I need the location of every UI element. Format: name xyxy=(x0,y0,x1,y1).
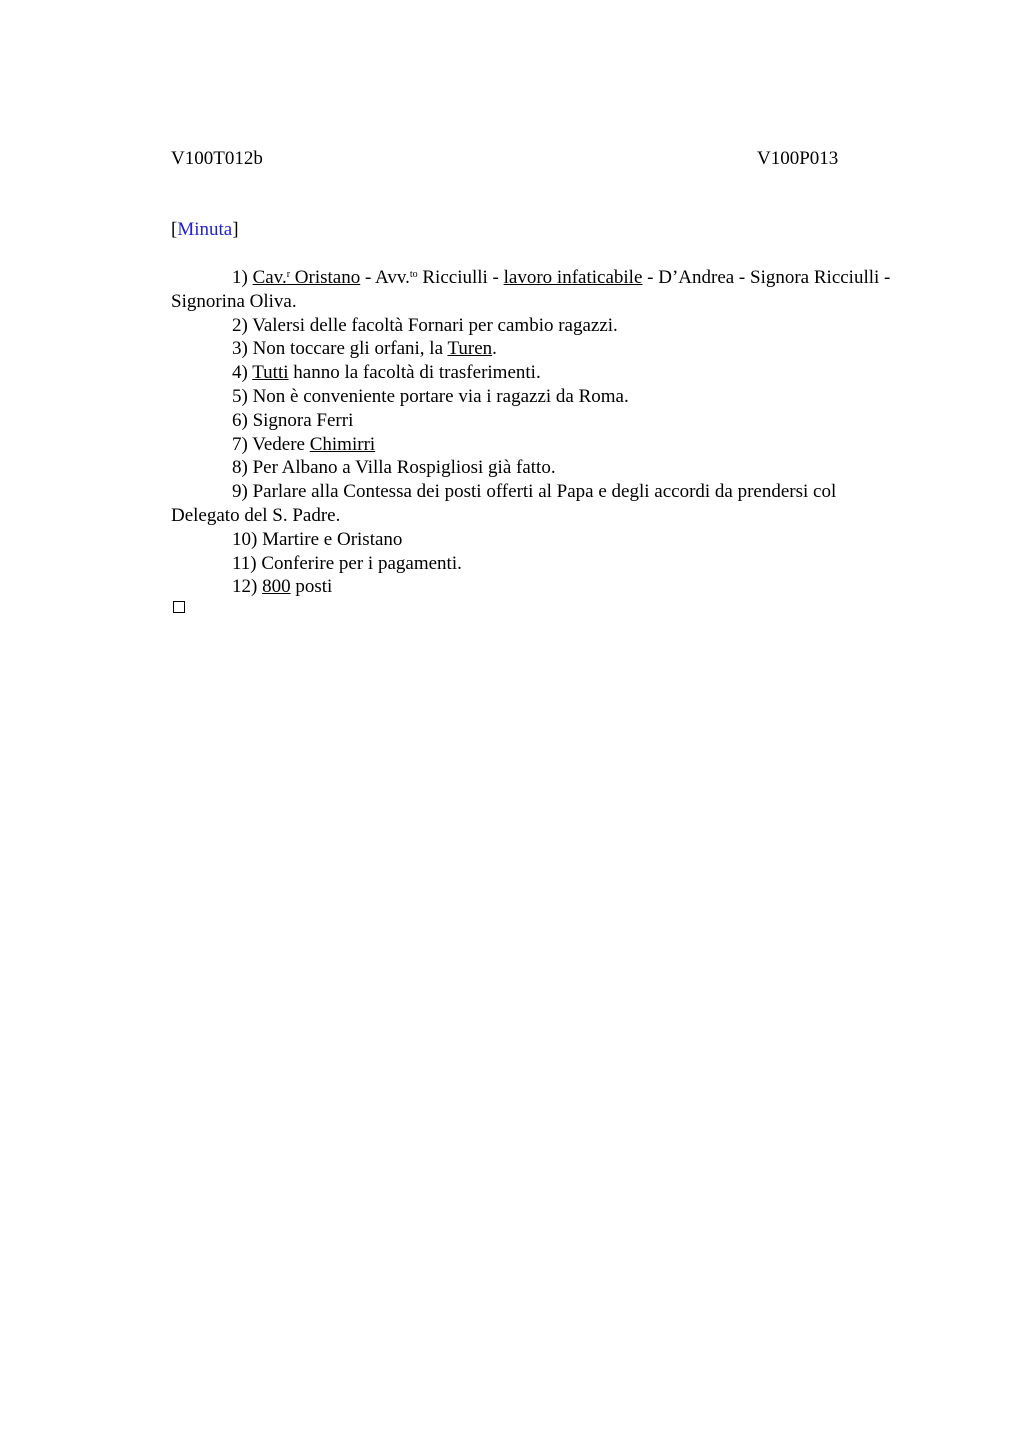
document-code-right: V100P013 xyxy=(757,148,839,169)
end-square-icon xyxy=(173,601,185,613)
item-list xyxy=(171,266,893,599)
list-item-8: 8) Per Albano a Villa Rospigliosi già fatto. xyxy=(232,457,556,479)
list-item-5: 5) Non è conveniente portare via i ragazzi da Roma. xyxy=(232,385,629,407)
list-item-4: 4) Tutti hanno la facoltà di trasferimenti. xyxy=(232,362,541,384)
close-bracket: ] xyxy=(232,219,239,240)
list-item-3: 3) Non toccare gli orfani, la Turen. xyxy=(232,338,497,360)
list-item-12: 12) 800 posti xyxy=(232,576,333,598)
document-code-left: V100T012b xyxy=(171,148,263,169)
list-item-9: 9) Parlare alla Contessa dei posti offerti al Papa e degli accordi da prendersi col Delegato del S. Padre. xyxy=(171,481,837,526)
minuta-label xyxy=(171,218,239,242)
list-item-1: 1) Cav.$^r$ Oristano - Avv.$^{to}$ Ricciulli - lavoro infaticabile - D’Andrea - Signora Ricciulli - Signorina Oliva. xyxy=(171,267,891,312)
underlined-tutti: Tutti xyxy=(252,362,289,384)
underlined-cav-oristano: Cav.$^r$ Oristano xyxy=(252,267,361,288)
underlined-turen: Turen xyxy=(447,338,493,360)
list-item-11: 11) Conferire per i pagamenti. xyxy=(232,552,462,574)
list-item-10: 10) Martire e Oristano xyxy=(232,528,403,550)
underlined-800: 800 xyxy=(262,576,291,598)
list-item-7: 7) Vedere Chimirri xyxy=(232,433,376,455)
minuta-text: Minuta xyxy=(177,219,233,240)
list-item-6: 6) Signora Ferri xyxy=(232,409,354,431)
list-item-2: 2) Valersi delle facoltà Fornari per cambio ragazzi. xyxy=(232,314,618,336)
underlined-chimirri: Chimirri xyxy=(309,433,376,455)
underlined-lavoro: lavoro infaticabile xyxy=(503,267,643,288)
open-bracket: [ xyxy=(171,219,178,240)
